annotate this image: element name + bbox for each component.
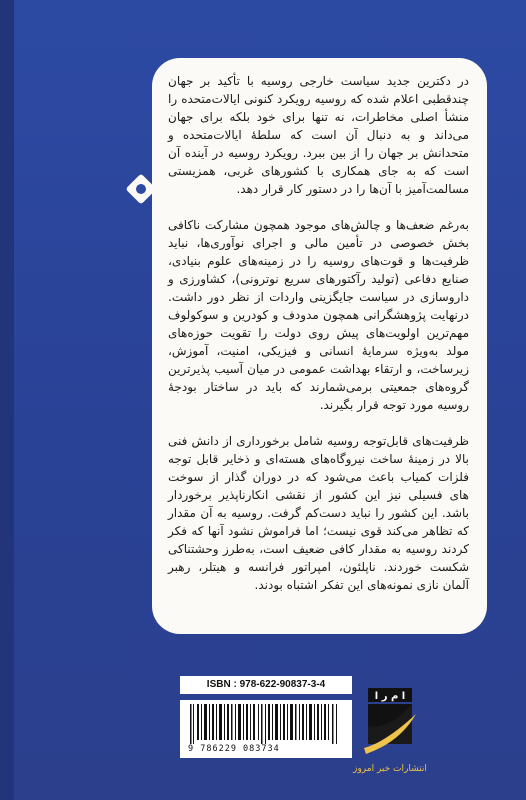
publisher-logo: [360, 686, 420, 760]
blurb-paragraph-2: به‌رغم ضعف‌ها و چالش‌های موجود همچون مشارکت ناکافی بخش خصوصی در تأمین مالی و اجرای نوآوری‌ها، نباید ظرفیت‌ها و قوت‌های روسیه را در زمینه‌های علوم بنیادی، صنایع دفاعی (تولید رآکتورهای سریع نوترونی)، کشاورزی و داروسازی در سیاست جایگزینی واردات از نظر دور داشت. درنهایت پژوهشگرانی همچون مدودف و کودرین و سوکولوف مهم‌ترین اولویت‌های پیش روی دولت را تقویت حوزه‌های مولد به‌ویژه سرمایهٔ انسانی و فیزیکی، امنیت، آموزش، زیرساخت، و ارتقاء بهداشت عمومی در میان آسیب پذیرترین گروه‌های جمعیتی برمی‌شمارند که باید در ساختار بودجهٔ روسیه مورد توجه قرار بگیرند.: [168, 218, 469, 412]
text-panel: [152, 58, 487, 634]
publisher-logo-mark: ا م ر ا: [374, 691, 406, 702]
panel-tab-dot: [136, 184, 146, 194]
barcode: [180, 679, 352, 758]
barcode-bars: [188, 704, 344, 744]
blurb-paragraph-1: در دکترین جدید سیاست خارجی روسیه با تأکید بر جهان چندقطبی اعلام شده که روسیه رویکرد کنونی ایالات‌متحده را منشأ اصلی مخاطرات، نه تنها برای خود بلکه برای جهان می‌داند و به دنبال آن است که سلطهٔ ایالات‌متحده و متحدانش بر جهان را از بین ببرد. رویکرد روسیه در آینده آن است که به جای همکاری با کشورهای غربی، همزیستی مسالمت‌آمیز با آن‌ها را در دستور کار قرار دهد.: [168, 74, 469, 196]
isbn-label: ISBN : 978-622-90837-3-4: [180, 676, 352, 694]
publisher-name: انتشارات خبر امروز: [353, 764, 427, 774]
blurb-paragraph-3: ظرفیت‌های قابل‌توجه روسیه شامل برخورداری از دانش فنی بالا در زمینهٔ ساخت نیروگاه‌های هسته‌ای و ذخایر قابل توجه فلزات کمیاب باعث می‌شود که در دوران گذار از سوخت های فسیلی نیز این کشور از نقشی انکارناپذیر برخوردار باشد. این کشور را نباید دست‌کم گرفت. روسیه به آن مقدار که تظاهر می‌کند قوی نیست؛ اما فراموش نشود آنها که فکر کردند روسیه به مقدار کافی ضعیف است، به‌طرز وحشتناکی شکست خوردند. ناپلئون، امپراتور فرانسه و هیتلر، رهبر آلمان نازی نمونه‌های این تفکر اشتباه بودند.: [168, 434, 469, 592]
barcode-digits: 9 786229 083734: [188, 744, 280, 754]
blurb-text: [168, 72, 469, 594]
